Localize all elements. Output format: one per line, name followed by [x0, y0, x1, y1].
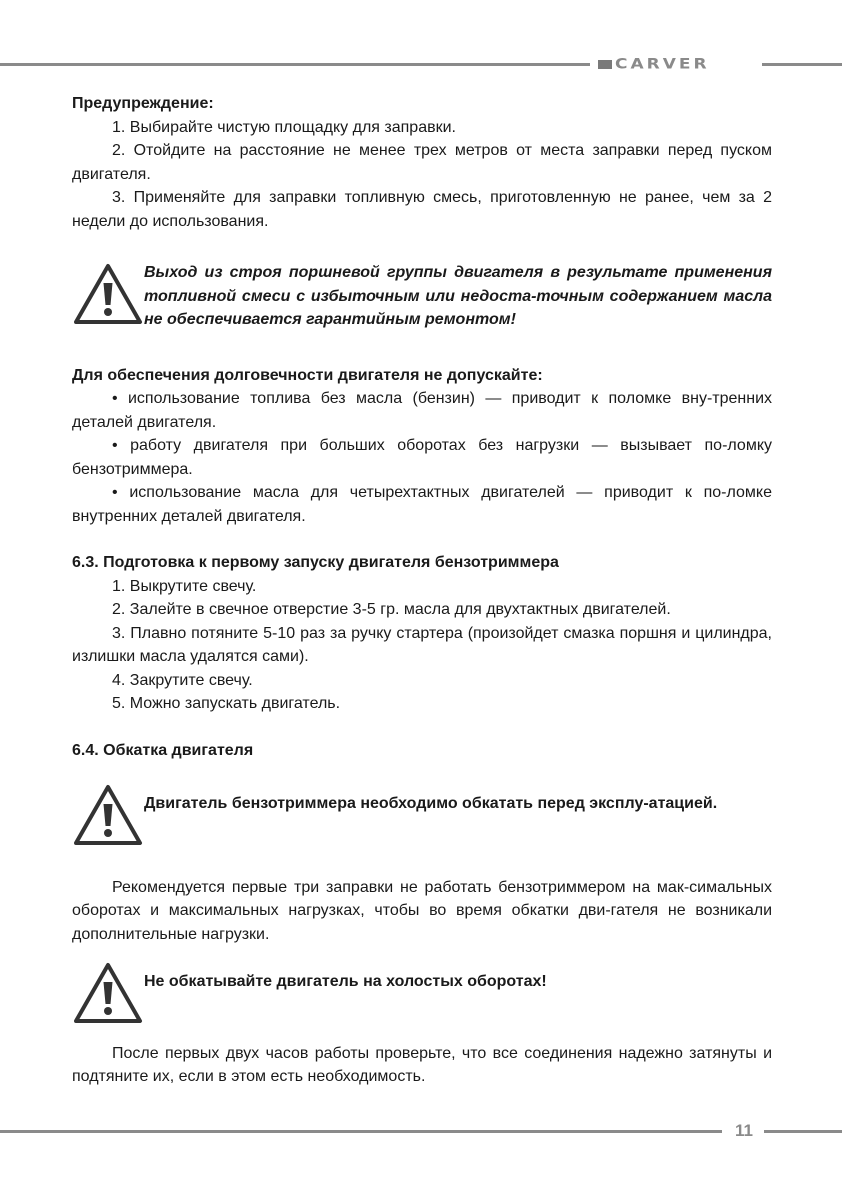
breakin-warning-notice [72, 782, 772, 856]
idle-warning-text: Не обкатывайте двигатель на холостых оборотах! [144, 973, 547, 990]
step-item: 2. Залейте в свечное отверстие 3-5 гр. масла для двухтактных двигателей. [112, 601, 671, 618]
brand-logo [598, 54, 710, 74]
durability-bullet: • использование топлива без масла (бензин) — приводит к поломке вну-тренних деталей двигателя. [72, 390, 772, 431]
check-connections-paragraph: После первых двух часов работы проверьте, что все соединения надежно затянуты и подтяните их, если в этом есть необходимость. [72, 1044, 772, 1085]
page-number: 11 [735, 1121, 753, 1140]
breakin-paragraph: Рекомендуется первые три заправки не работать бензотриммером на мак-симальных оборотах и максимальных нагрузках, чтобы во время обкатки дви-гателя не возникали дополнительные нагрузки. [72, 878, 772, 943]
warning-item: 3. Применяйте для заправки топливную смесь, приготовленную не ранее, чем за 2 недели до использования. [72, 189, 772, 230]
header-rule-right [762, 63, 842, 66]
durability-bullet: • работу двигателя при больших оборотах без нагрузки — вызывает по-ломку бензотриммера. [72, 437, 772, 478]
step-item: 4. Закрутите свечу. [112, 671, 253, 689]
warning-triangle-icon [72, 261, 144, 327]
breakin-warning-text: Двигатель бензотриммера необходимо обкатать перед эксплу-атацией. [144, 795, 718, 812]
warning-item: 2. Отойдите на расстояние не менее трех метров от места заправки перед пуском двигателя. [72, 142, 772, 183]
warning-heading: Предупреждение: [72, 95, 214, 112]
fuel-warning-text: Выход из строя поршневой группы двигателя в результате применения топливной смеси с избыточным или недоста-точным содержанием масла не обеспечивается гарантийным ремонтом! [144, 264, 772, 328]
step-item: 5. Можно запускать двигатель. [112, 695, 341, 712]
logo-text: CARVER [615, 55, 710, 73]
warning-triangle-icon [72, 960, 144, 1026]
warning-triangle-icon [72, 782, 144, 848]
footer-rule-right [764, 1130, 842, 1133]
page-content [72, 92, 772, 1089]
step-item: 1. Выкрутите свечу. [112, 577, 257, 595]
section-6-3-title: 6.3. Подготовка к первому запуску двигателя бензотриммера [72, 554, 559, 571]
durability-heading: Для обеспечения долговечности двигателя не допускайте: [72, 366, 543, 384]
fuel-warning-notice [72, 261, 772, 335]
footer-rule [0, 1130, 722, 1133]
warning-item: 1. Выбирайте чистую площадку для заправки. [112, 118, 456, 136]
header-rule [0, 63, 590, 66]
section-6-4-title: 6.4. Обкатка двигателя [72, 741, 254, 759]
idle-warning-notice [72, 960, 772, 1034]
step-item: 3. Плавно потяните 5-10 раз за ручку стартера (произойдет смазка поршня и цилиндра, излишки масла удалятся сами). [72, 624, 772, 665]
logo-bar-mark [598, 60, 612, 69]
durability-bullet: • использование масла для четырехтактных двигателей — приводит к по-ломке внутренних деталей двигателя. [72, 484, 772, 525]
